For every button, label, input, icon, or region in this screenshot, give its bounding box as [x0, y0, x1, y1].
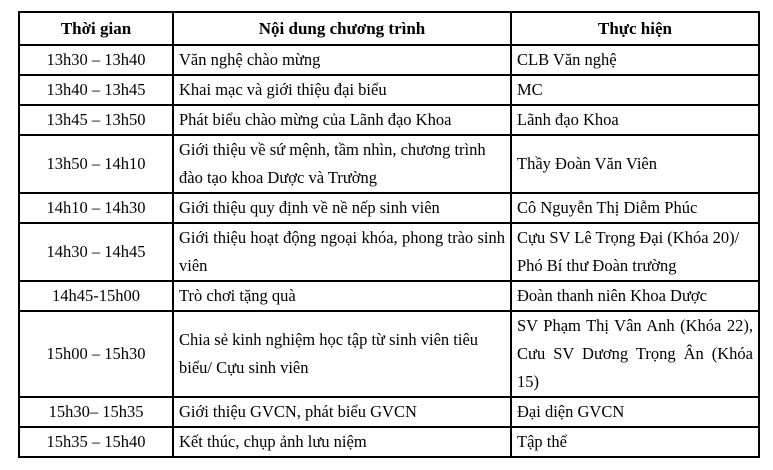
table-row [19, 397, 759, 427]
content-cell: Giới thiệu hoạt động ngoại khóa, phong trào sinh viên [173, 223, 511, 281]
table-row [19, 281, 759, 311]
time-cell: 14h10 – 14h30 [19, 193, 173, 223]
time-cell: 13h50 – 14h10 [19, 135, 173, 193]
column-header-performer: Thực hiện [511, 12, 759, 45]
table-header-row [19, 12, 759, 45]
content-cell: Khai mạc và giới thiệu đại biểu [173, 75, 511, 105]
time-cell: 14h30 – 14h45 [19, 223, 173, 281]
time-cell: 13h45 – 13h50 [19, 105, 173, 135]
content-cell: Phát biểu chào mừng của Lãnh đạo Khoa [173, 105, 511, 135]
schedule-table-body [19, 45, 759, 457]
content-cell: Chia sẻ kinh nghiệm học tập từ sinh viên tiêu biểu/ Cựu sinh viên [173, 311, 511, 397]
performer-cell: Lãnh đạo Khoa [511, 105, 759, 135]
program-schedule-table [18, 11, 760, 458]
performer-cell: SV Phạm Thị Vân Anh (Khóa 22), Cưu SV Dương Trọng Ân (Khóa 15) [511, 311, 759, 397]
table-row [19, 45, 759, 75]
performer-cell: Tập thể [511, 427, 759, 457]
content-cell: Giới thiệu về sứ mệnh, tầm nhìn, chương trình đào tạo khoa Dược và Trường [173, 135, 511, 193]
table-row [19, 223, 759, 281]
table-row [19, 193, 759, 223]
table-row [19, 427, 759, 457]
time-cell: 14h45-15h00 [19, 281, 173, 311]
column-header-content: Nội dung chương trình [173, 12, 511, 45]
performer-cell: Cựu SV Lê Trọng Đại (Khóa 20)/ Phó Bí thư Đoàn trường [511, 223, 759, 281]
content-cell: Kết thúc, chụp ảnh lưu niệm [173, 427, 511, 457]
content-cell: Văn nghệ chào mừng [173, 45, 511, 75]
performer-cell: Đoàn thanh niên Khoa Dược [511, 281, 759, 311]
time-cell: 13h40 – 13h45 [19, 75, 173, 105]
table-row [19, 311, 759, 397]
content-cell: Giới thiệu quy định về nề nếp sinh viên [173, 193, 511, 223]
content-cell: Giới thiệu GVCN, phát biểu GVCN [173, 397, 511, 427]
time-cell: 15h35 – 15h40 [19, 427, 173, 457]
time-cell: 15h30– 15h35 [19, 397, 173, 427]
performer-cell: Cô Nguyễn Thị Diễm Phúc [511, 193, 759, 223]
column-header-time: Thời gian [19, 12, 173, 45]
content-cell: Trò chơi tặng quà [173, 281, 511, 311]
performer-cell: MC [511, 75, 759, 105]
performer-cell: Thầy Đoàn Văn Viên [511, 135, 759, 193]
table-row [19, 105, 759, 135]
performer-cell: Đại diện GVCN [511, 397, 759, 427]
performer-cell: CLB Văn nghệ [511, 45, 759, 75]
table-row [19, 75, 759, 105]
time-cell: 15h00 – 15h30 [19, 311, 173, 397]
time-cell: 13h30 – 13h40 [19, 45, 173, 75]
table-row [19, 135, 759, 193]
